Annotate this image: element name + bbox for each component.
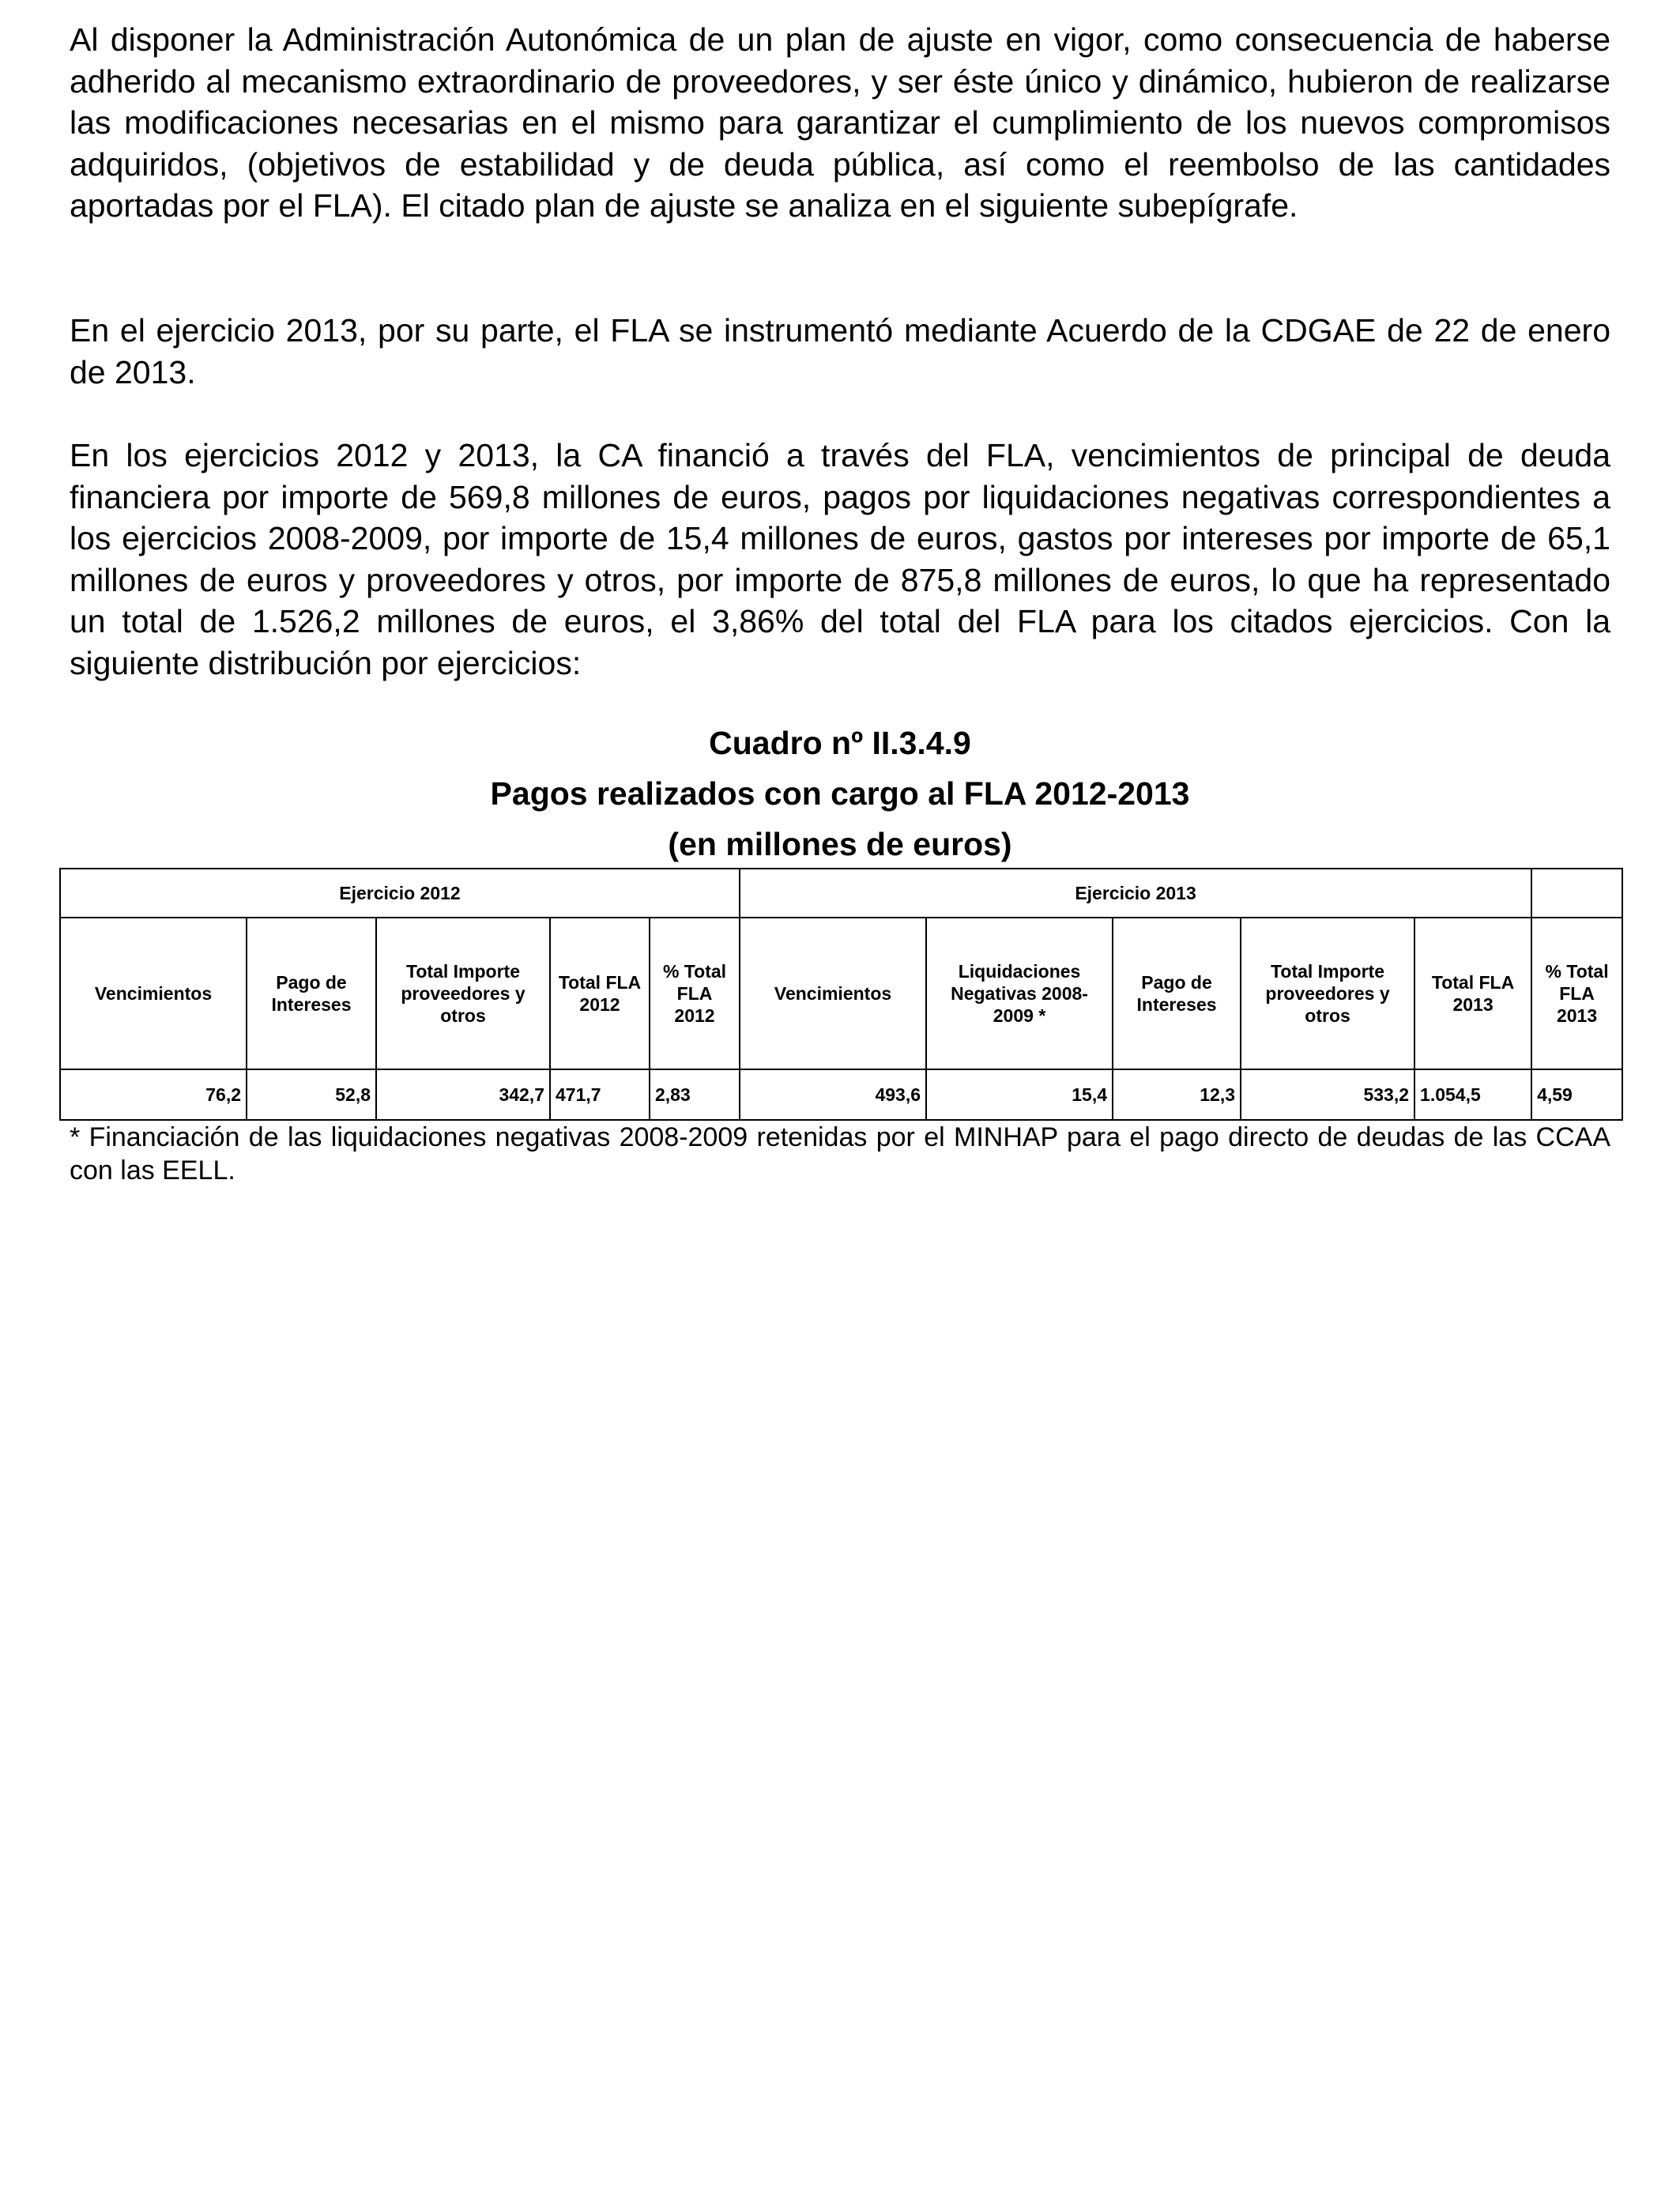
paragraph-fla-2013: En el ejercicio 2013, por su parte, el FLA se instrumentó mediante Acuerdo de la CDGAE de 22 de enero de 2013. <box>70 312 1610 390</box>
column-header: Pago de Intereses <box>1113 918 1241 1069</box>
table-cell: 471,7 <box>550 1069 650 1120</box>
table-cell: 2,83 <box>650 1069 740 1120</box>
column-header: Liquidaciones Negativas 2008-2009 * <box>926 918 1113 1069</box>
table-footnote: * Financiación de las liquidaciones negativas 2008-2009 retenidas por el MINHAP para el pago directo de deudas de las CCAA con las EELL. <box>70 1122 1610 1186</box>
table-cell: 4,59 <box>1531 1069 1622 1120</box>
fla-payments-table <box>59 868 1623 1121</box>
table-cell: 12,3 <box>1113 1069 1241 1120</box>
column-header: Total Importe proveedores y otros <box>376 918 550 1069</box>
table-cell: 15,4 <box>926 1069 1113 1120</box>
table-cell: 52,8 <box>247 1069 376 1120</box>
table-cell: 493,6 <box>740 1069 926 1120</box>
table-cell: 533,2 <box>1241 1069 1414 1120</box>
column-header: Total Importe proveedores y otros <box>1241 918 1414 1069</box>
column-header: Vencimientos <box>60 918 247 1069</box>
column-header: % Total FLA 2013 <box>1531 918 1622 1069</box>
group-header-2012: Ejercicio 2012 <box>60 869 740 918</box>
table-title: Pagos realizados con cargo al FLA 2012-2013 <box>490 775 1190 812</box>
table-units: (en millones de euros) <box>668 826 1012 862</box>
group-header-empty <box>1531 869 1622 918</box>
column-header: Total FLA 2012 <box>550 918 650 1069</box>
table-cell: 342,7 <box>376 1069 550 1120</box>
paragraph-plan-ajuste: Al disponer la Administración Autonómica de un plan de ajuste en vigor, como consecuencia de haberse adherido al mecanismo extraordinario de proveedores, y ser éste único y dinámico, hubieron de realizarse las modificaciones necesarias en el mismo para garantizar el cumplimiento de los nuevos compromisos adquiridos, (objetivos de estabilidad y de deuda pública, así como el reembolso de las cantidades aportadas por el FLA). El citado plan de ajuste se analiza en el siguiente subepígrafe. <box>70 21 1610 224</box>
group-header-2013: Ejercicio 2013 <box>740 869 1531 918</box>
column-header: Pago de Intereses <box>247 918 376 1069</box>
group-header-row <box>60 869 1622 918</box>
column-header: Total FLA 2013 <box>1414 918 1531 1069</box>
column-header: % Total FLA 2012 <box>650 918 740 1069</box>
table-cell: 76,2 <box>60 1069 247 1120</box>
table-row <box>60 1069 1622 1120</box>
table-cell: 1.054,5 <box>1414 1069 1531 1120</box>
column-header: Vencimientos <box>740 918 926 1069</box>
paragraph-fla-financiacion: En los ejercicios 2012 y 2013, la CA financió a través del FLA, vencimientos de principal de deuda financiera por importe de 569,8 millones de euros, pagos por liquidaciones negativas correspondientes a los ejercicios 2008-2009, por importe de 15,4 millones de euros, gastos por intereses por importe de 65,1 millones de euros y proveedores y otros, por importe de 875,8 millones de euros, lo que ha representado un total de 1.526,2 millones de euros, el 3,86% del total del FLA para los citados ejercicios. Con la siguiente distribución por ejercicios: <box>70 437 1610 681</box>
table-number: Cuadro nº II.3.4.9 <box>709 725 971 761</box>
column-header-row <box>60 918 1622 1069</box>
